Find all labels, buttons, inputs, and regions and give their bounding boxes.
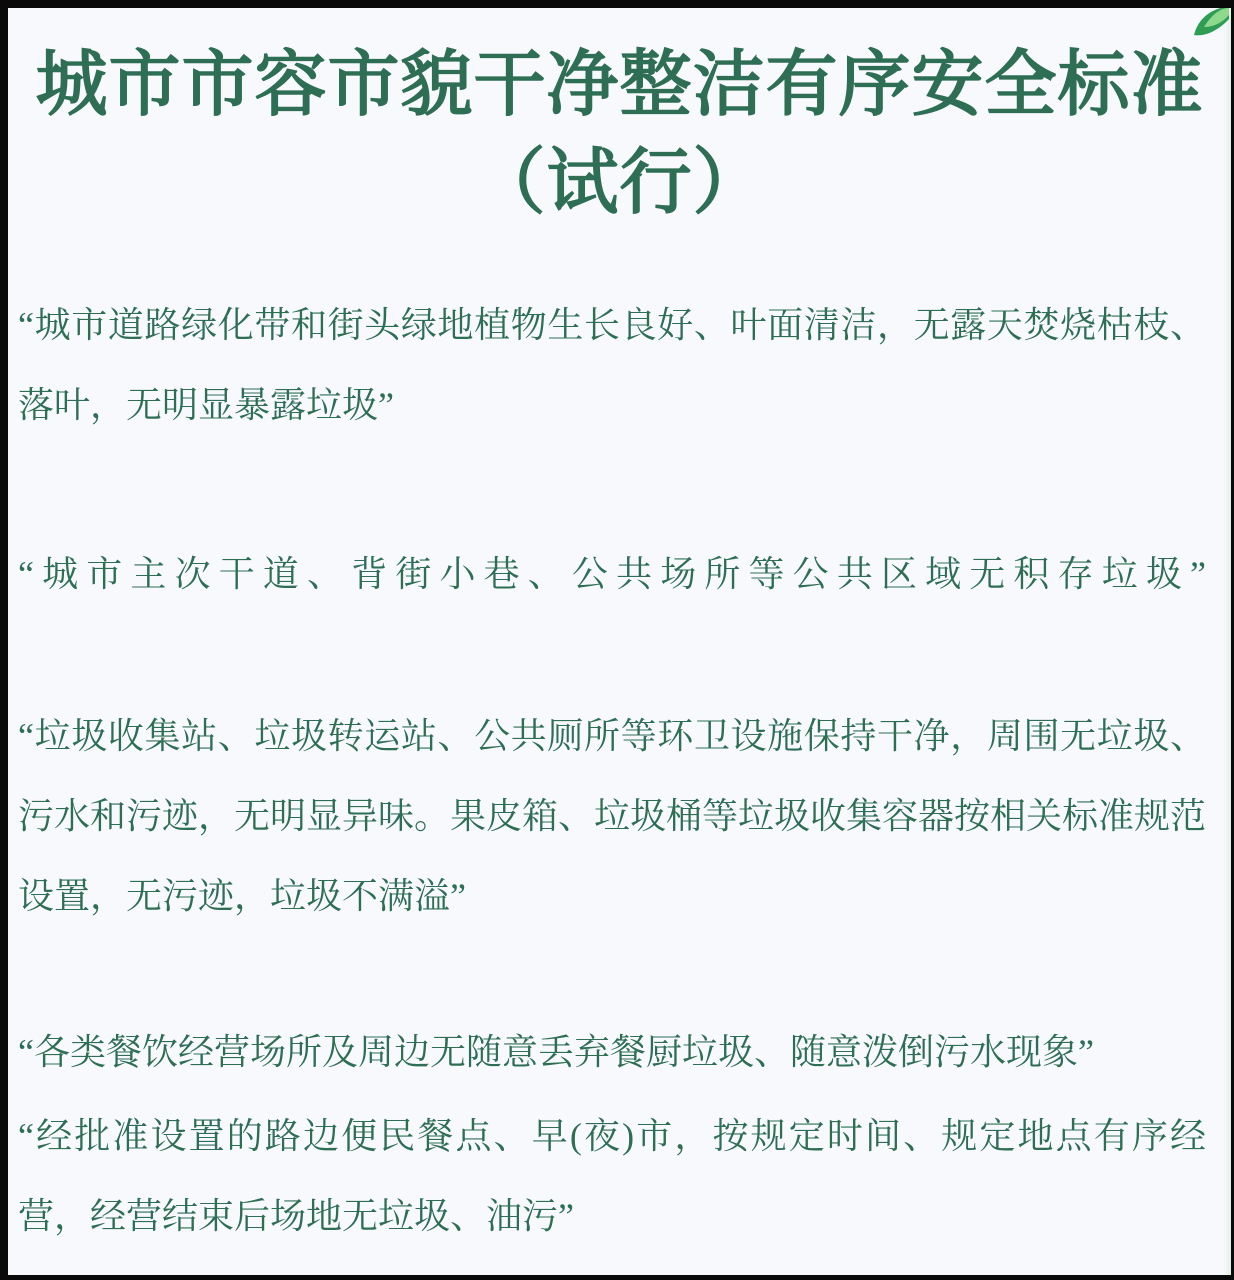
quote-paragraph-street-vendors: “经批准设置的路边便民餐点、早(夜)市，按规定时间、规定地点有序经营，经营结束后场地无垃圾、油污” bbox=[18, 1116, 1206, 1236]
quote-paragraph-catering: “各类餐饮经营场所及周边无随意丢弃餐厨垃圾、随意泼倒污水现象” bbox=[18, 1032, 1094, 1072]
quote-paragraph-roads: “城市主次干道、背街小巷、公共场所等公共区域无积存垃圾” bbox=[18, 554, 1206, 594]
page-title-line-1: 城市市容市貌干净整洁有序安全标准 bbox=[35, 45, 1204, 125]
leaf-icon bbox=[1189, 6, 1229, 40]
page-title-line-2: （试行） bbox=[473, 143, 766, 223]
page-title bbox=[8, 36, 1231, 232]
quote-paragraph-sanitation-facilities: “垃圾收集站、垃圾转运站、公共厕所等环卫设施保持干净，周围无垃圾、污水和污迹，无明显异味。果皮箱、垃圾桶等垃圾收集容器按相关标准规范设置，无污迹，垃圾不满溢” bbox=[18, 716, 1207, 916]
quote-paragraph-greening: “城市道路绿化带和街头绿地植物生长良好、叶面清洁，无露天焚烧枯枝、落叶，无明显暴露垃圾” bbox=[18, 305, 1206, 425]
